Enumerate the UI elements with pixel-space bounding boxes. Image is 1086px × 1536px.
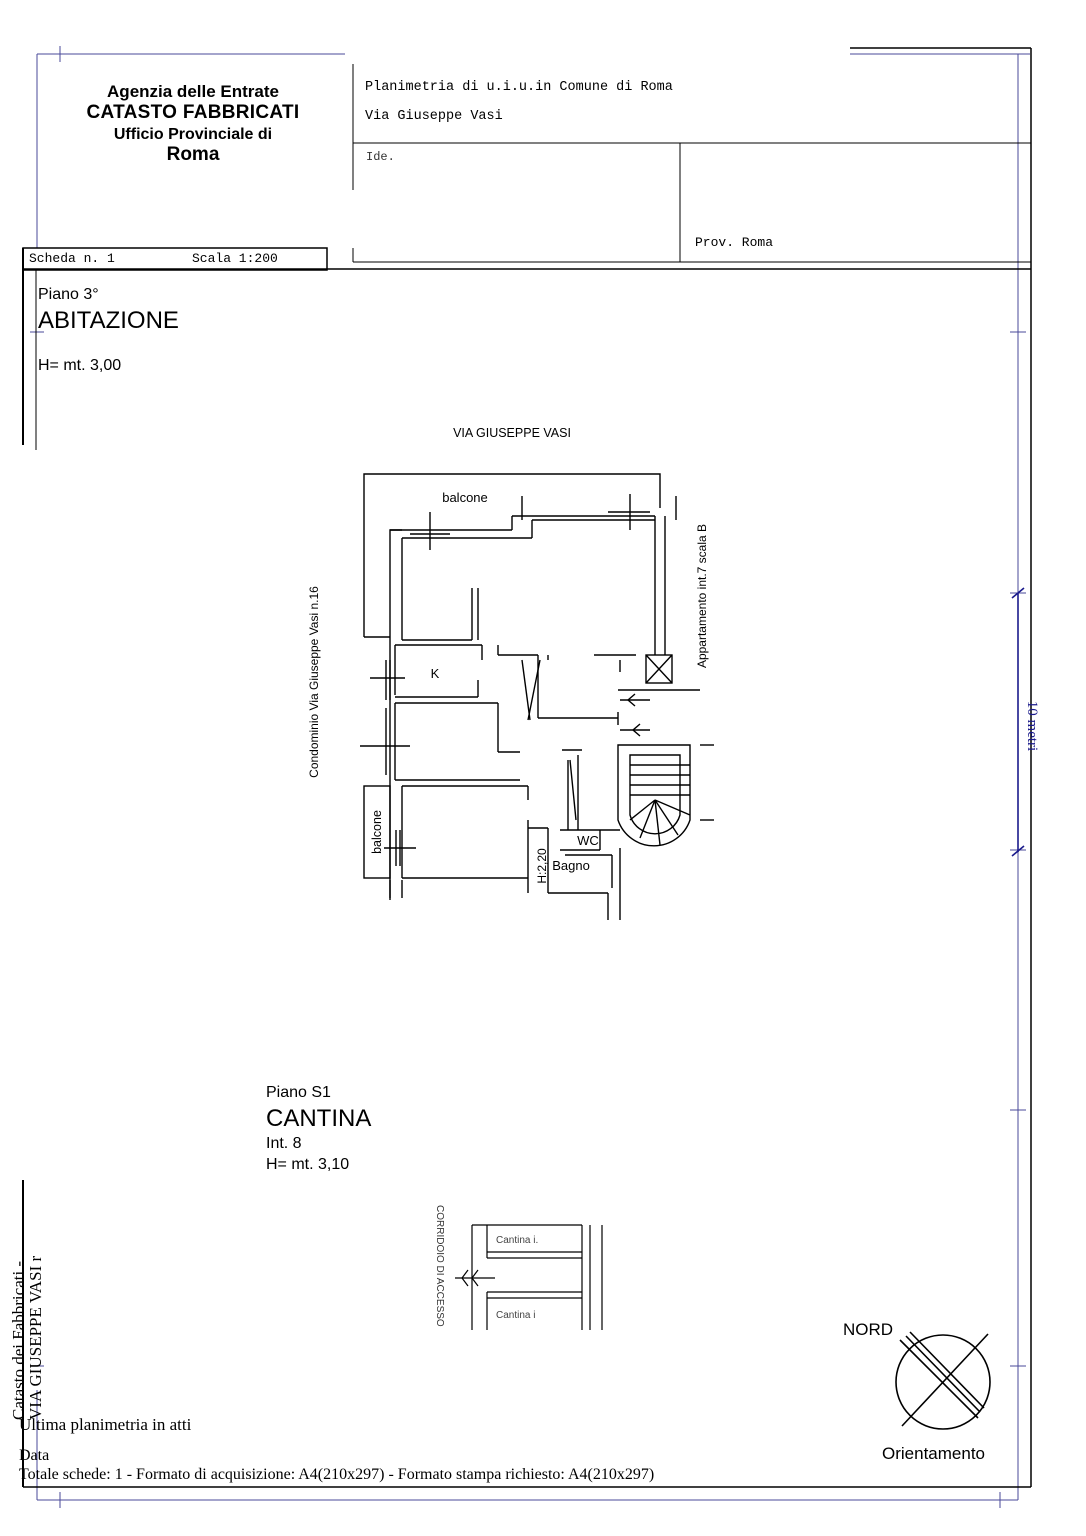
planimetria-title: Planimetria di u.i.u.in Comune di Roma <box>365 80 673 95</box>
cantina-top-label: Cantina i. <box>496 1235 539 1246</box>
agency-name: Agenzia delle Entrate <box>107 82 279 101</box>
side-line-2: VIA GIUSEPPE VASI r <box>26 1255 45 1420</box>
unit-type-title: ABITAZIONE <box>38 307 179 334</box>
province-label: Prov. Roma <box>695 235 774 250</box>
corridor-label: CORRIDOIO DI ACCESSO <box>434 1205 445 1327</box>
compass-north-label: NORD <box>843 1320 894 1339</box>
basement-title: CANTINA <box>266 1105 372 1132</box>
scheda-label: Scheda n. 1 <box>29 251 115 266</box>
totale-schede: Totale schede: 1 - Formato di acquisizione: A4(210x297) - Formato stampa richiesto: A4(210x297) <box>19 1466 655 1483</box>
ufficio-city: Roma <box>166 144 220 166</box>
bagno-height-label: H:2,20 <box>535 848 549 884</box>
basement-floor-label: Piano S1 <box>266 1084 331 1101</box>
address-line: Via Giuseppe Vasi <box>365 109 503 124</box>
identification-fragment: Ide. <box>366 150 395 164</box>
ufficio-label: Ufficio Provinciale di <box>113 126 273 144</box>
neighbor-right-label: Appartamento int.7 scala B <box>695 523 709 669</box>
ceiling-height: H= mt. 3,00 <box>38 357 122 374</box>
wc-label: WC <box>577 833 599 848</box>
side-catasto-label <box>10 1256 44 1420</box>
balcone-left-label: balcone <box>370 810 384 854</box>
bagno-label: Bagno <box>552 858 590 873</box>
compass-orientation-label: Orientamento <box>882 1444 985 1463</box>
neighbor-left-label: Condominio Via Giuseppe Vasi n.16 <box>307 586 321 778</box>
data-label: Data <box>19 1447 50 1464</box>
basement-interno: Int. 8 <box>266 1135 302 1152</box>
kitchen-label: K <box>430 666 440 681</box>
cantina-bottom-label: Cantina i <box>496 1310 536 1321</box>
scale-bar-label: 10 metri <box>1024 700 1040 752</box>
catasto-title: CATASTO FABBRICATI <box>86 102 300 124</box>
side-line-1: Catasto dei Fabbricati - <box>9 1260 28 1420</box>
ultima-planimetria: Ultima planimetria in atti <box>19 1415 192 1434</box>
scala-label: Scala 1:200 <box>192 251 278 266</box>
balcone-top-label: balcone <box>442 490 488 505</box>
compass-icon <box>880 1320 1010 1440</box>
basement-height: H= mt. 3,10 <box>266 1156 350 1173</box>
floor-label: Piano 3° <box>38 286 99 303</box>
street-label: VIA GIUSEPPE VASI <box>453 426 571 440</box>
